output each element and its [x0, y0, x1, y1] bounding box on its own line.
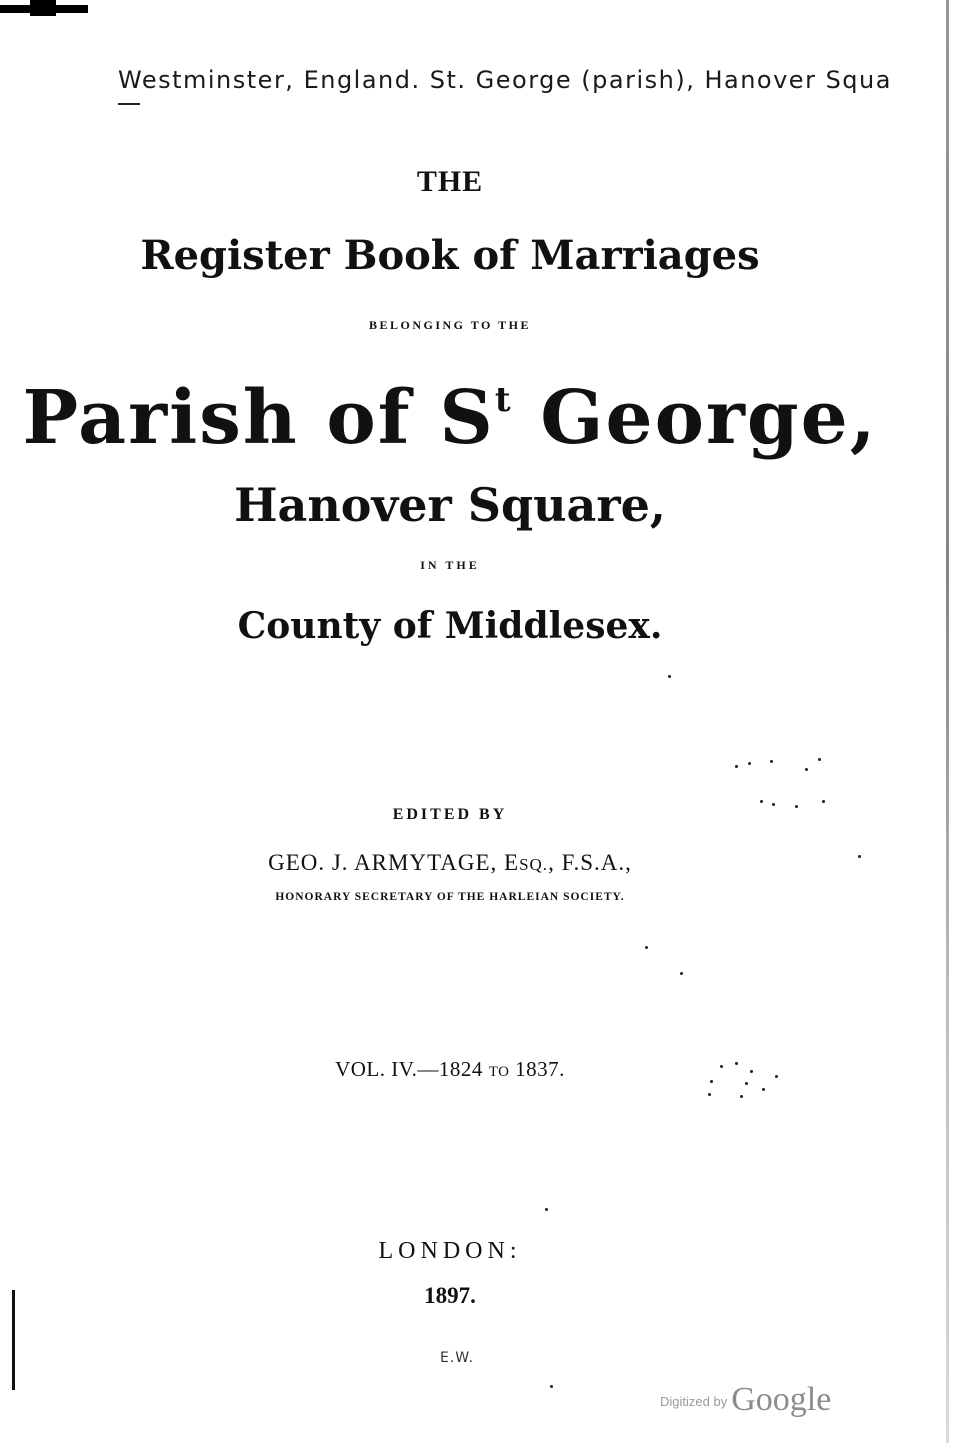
digitized-by-text: Digitized by [660, 1394, 728, 1409]
imprint-year: 1897. [424, 1283, 476, 1308]
volume-part1: VOL. IV.—1824 [335, 1057, 489, 1081]
handwritten-catalog-note: Westminster, England. St. George (parish), Hanover Squa [118, 66, 892, 94]
parish-main: Parish of S [22, 375, 495, 461]
volume-part2: 1837. [509, 1057, 565, 1081]
title-parish [0, 375, 900, 461]
volume-line [0, 1057, 900, 1082]
google-logo-text: Google [731, 1381, 832, 1418]
page-edge-shadow [946, 0, 949, 1443]
editor-name-smallcaps: SQ. [519, 855, 549, 874]
editor-name-part1: GEO. J. ARMYTAGE, E [268, 850, 520, 875]
editor-name-part2: , F.S.A., [548, 850, 632, 875]
parish-tail: George, [512, 375, 878, 461]
title-hanover-square: Hanover Square, [234, 478, 666, 532]
volume-to: TO [488, 1064, 510, 1080]
google-watermark [660, 1381, 831, 1419]
library-stamp: E.W. [440, 1350, 474, 1366]
edited-by: EDITED BY [392, 806, 508, 823]
title-register-book: Register Book of Marriages [140, 232, 760, 279]
title-county: County of Middlesex. [237, 605, 663, 647]
in-the-line: IN THE [420, 558, 480, 572]
handwriting-underline [118, 103, 140, 105]
scan-mark [0, 0, 88, 18]
title-the: THE [416, 165, 484, 198]
imprint-place: LONDON: [378, 1238, 522, 1264]
belonging-line: BELONGING TO THE [368, 318, 532, 332]
editor-name [0, 850, 900, 876]
parish-superscript: t [494, 380, 513, 420]
editor-role: HONORARY SECRETARY OF THE HARLEIAN SOCIETY. [275, 891, 625, 903]
